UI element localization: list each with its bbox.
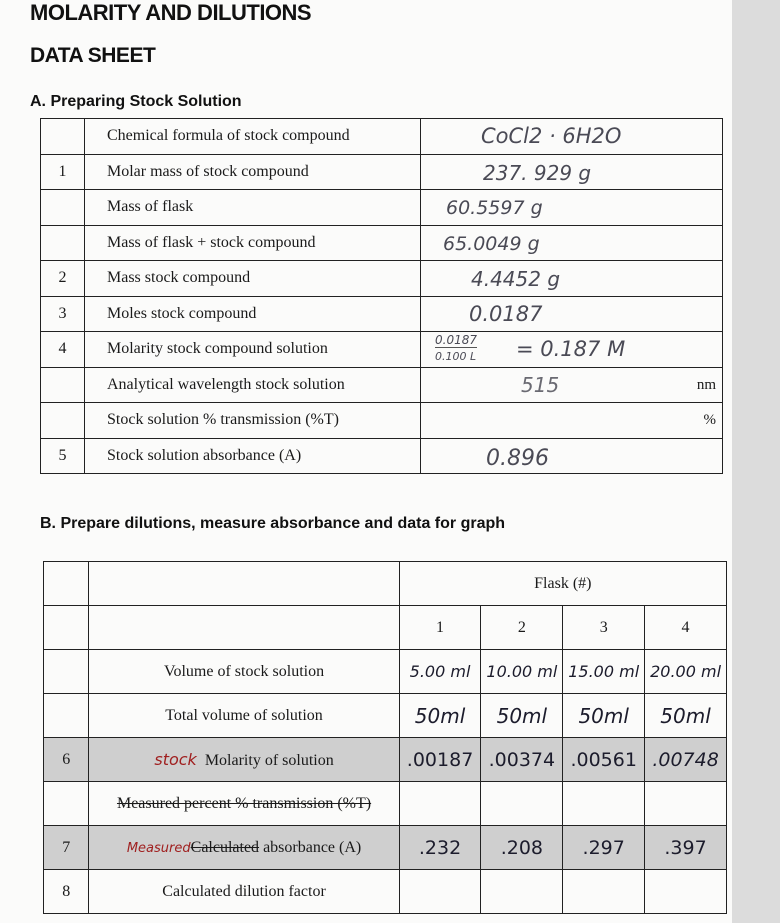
page-subtitle: DATA SHEET — [30, 44, 156, 67]
row-number — [44, 782, 89, 826]
row-number: 6 — [44, 738, 89, 782]
table-row — [41, 119, 723, 155]
handwritten-value: 237. 929 g — [483, 160, 592, 185]
row-label: Calculated dilution factor — [89, 870, 399, 914]
handwritten-value: .208 — [500, 836, 544, 859]
handwritten-value: 65.0049 g — [443, 232, 540, 255]
handwritten-value: .297 — [582, 836, 625, 859]
handwritten-value: 60.5597 g — [446, 197, 543, 219]
handwritten-value: 15.00 ml — [568, 661, 640, 681]
table-row — [44, 650, 727, 694]
value-cell[interactable] — [481, 650, 563, 694]
value-cell[interactable] — [399, 782, 481, 826]
flask-number: 4 — [645, 606, 727, 650]
value-cell[interactable] — [645, 870, 727, 914]
table-row — [41, 403, 723, 439]
value-cell[interactable] — [563, 782, 645, 826]
unit-label: nm — [696, 376, 716, 393]
row-label: Measured percent % transmission (%T) — [116, 794, 372, 812]
row-number: 3 — [41, 296, 85, 332]
row-number: 2 — [41, 261, 85, 297]
value-cell[interactable] — [481, 782, 563, 826]
flask-header: Flask (#) — [399, 562, 726, 606]
handwritten-value: CoCl2 · 6H2O — [481, 124, 622, 148]
fraction-numerator: 0.0187 — [435, 333, 477, 347]
table-row — [41, 154, 723, 190]
value-cell[interactable] — [563, 738, 645, 782]
row-label-cell — [89, 826, 399, 870]
value-cell[interactable] — [645, 826, 727, 870]
handwritten-value: 5.00 ml — [409, 661, 471, 681]
section-a-heading: A. Preparing Stock Solution — [30, 93, 242, 110]
handwritten-value: 20.00 ml — [650, 661, 722, 681]
row-number — [44, 694, 89, 738]
handwritten-value: .397 — [664, 836, 707, 859]
value-cell[interactable] — [421, 403, 723, 439]
value-cell[interactable] — [645, 694, 727, 738]
handwritten-value: 0.0187 — [469, 301, 543, 326]
row-number: 1 — [41, 154, 85, 190]
value-cell[interactable] — [481, 694, 563, 738]
fraction-denominator: 0.100 L — [435, 350, 477, 363]
handwritten-prefix: stock — [154, 749, 197, 769]
table-row — [41, 296, 723, 332]
flask-number: 2 — [481, 606, 563, 650]
row-number — [41, 403, 85, 439]
row-label: Molarity stock compound solution — [85, 332, 421, 368]
row-number — [41, 119, 85, 155]
row-label: Chemical formula of stock compound — [85, 119, 421, 155]
flask-number: 1 — [399, 606, 481, 650]
table-row — [41, 225, 723, 261]
row-label-cell — [89, 782, 399, 826]
row-number: 4 — [41, 332, 85, 368]
row-number — [41, 190, 85, 226]
value-cell[interactable] — [421, 225, 723, 261]
handwritten-prefix: Measured — [126, 840, 191, 856]
row-label: Molar mass of stock compound — [85, 154, 421, 190]
handwritten-value: .00561 — [570, 748, 637, 771]
row-label: Mass stock compound — [85, 261, 421, 297]
table-row — [44, 562, 727, 606]
handwritten-value: 50ml — [660, 703, 711, 728]
table-row — [41, 332, 723, 368]
row-label: Mass of flask — [85, 190, 421, 226]
row-label: Calculated — [190, 838, 260, 856]
handwritten-value: .00374 — [488, 748, 556, 771]
row-number — [44, 650, 89, 694]
handwritten-value: .232 — [418, 836, 462, 859]
value-cell[interactable] — [421, 119, 723, 155]
value-cell[interactable] — [421, 367, 723, 403]
value-cell[interactable] — [421, 261, 723, 297]
table-row — [44, 606, 727, 650]
value-cell[interactable] — [399, 650, 481, 694]
row-label: Moles stock compound — [85, 296, 421, 332]
handwritten-value: 10.00 ml — [486, 661, 558, 681]
row-label: Mass of flask + stock compound — [85, 225, 421, 261]
table-row — [44, 782, 727, 826]
table-row — [44, 694, 727, 738]
value-cell[interactable] — [645, 738, 727, 782]
value-cell[interactable] — [399, 738, 481, 782]
page-margin-strip — [732, 0, 780, 923]
unit-label: % — [703, 412, 716, 428]
dilutions-table — [43, 561, 727, 914]
row-label: Stock solution % transmission (%T) — [85, 403, 421, 439]
table-row — [44, 826, 727, 870]
row-label: Volume of stock solution — [89, 650, 399, 694]
section-b-heading: B. Prepare dilutions, measure absorbance and data for graph — [40, 515, 506, 532]
flask-number: 3 — [563, 606, 645, 650]
value-cell[interactable] — [481, 738, 563, 782]
handwritten-value: = 0.187 M — [516, 337, 626, 361]
row-label-rest: absorbance (A) — [259, 838, 362, 856]
value-cell[interactable] — [563, 694, 645, 738]
handwritten-value: .00748 — [652, 748, 719, 771]
table-row — [44, 870, 727, 914]
value-cell[interactable] — [421, 332, 723, 368]
value-cell[interactable] — [421, 438, 723, 474]
handwritten-value: 50ml — [496, 703, 548, 728]
value-cell[interactable] — [481, 826, 563, 870]
row-number — [41, 225, 85, 261]
table-row — [44, 738, 727, 782]
value-cell[interactable] — [645, 782, 727, 826]
row-number: 5 — [41, 438, 85, 474]
value-cell[interactable] — [563, 650, 645, 694]
handwritten-value: 515 — [521, 372, 560, 397]
value-cell[interactable] — [399, 870, 481, 914]
handwritten-value: 4.4452 g — [471, 267, 561, 291]
page-title: MOLARITY AND DILUTIONS — [30, 0, 312, 25]
table-row — [41, 261, 723, 297]
row-label: Total volume of solution — [89, 694, 399, 738]
stock-solution-table — [40, 118, 723, 474]
handwritten-value: 50ml — [414, 703, 466, 728]
table-row — [41, 190, 723, 226]
row-label: Analytical wavelength stock solution — [85, 367, 421, 403]
value-cell[interactable] — [421, 154, 723, 190]
row-label-cell — [89, 738, 399, 782]
value-cell[interactable] — [563, 826, 645, 870]
value-cell[interactable] — [563, 870, 645, 914]
value-cell[interactable] — [481, 870, 563, 914]
value-cell[interactable] — [421, 190, 723, 226]
value-cell[interactable] — [399, 826, 481, 870]
row-number: 8 — [44, 870, 89, 914]
row-number — [41, 367, 85, 403]
value-cell[interactable] — [399, 694, 481, 738]
handwritten-value: .00187 — [406, 748, 474, 771]
table-row — [41, 367, 723, 403]
value-cell[interactable] — [421, 296, 723, 332]
table-row — [41, 438, 723, 474]
handwritten-value: 50ml — [578, 703, 629, 728]
row-label: Stock solution absorbance (A) — [85, 438, 421, 474]
row-number: 7 — [44, 826, 89, 870]
value-cell[interactable] — [645, 650, 727, 694]
handwritten-value: 0.896 — [486, 445, 549, 471]
row-label: Molarity of solution — [204, 751, 334, 769]
